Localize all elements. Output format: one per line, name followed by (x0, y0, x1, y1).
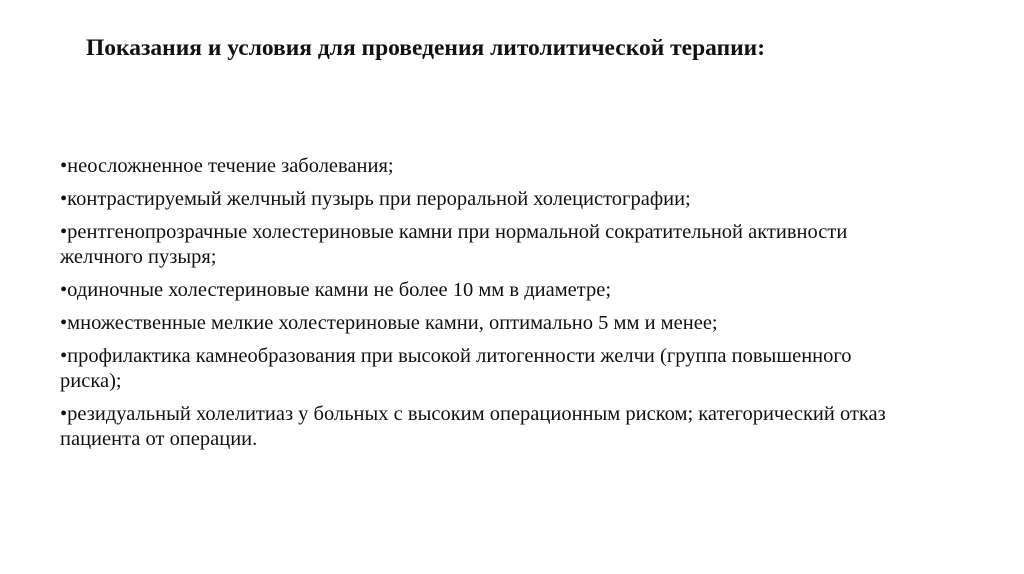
bullet-item: •неосложненное течение заболевания; (60, 155, 394, 177)
bullet-item: •профилактика камнеобразования при высокой литогенности желчи (группа повышенного риска); (60, 345, 852, 392)
bullet-item: •резидуальный холелитиаз у больных с высоким операционным риском; категорический отказ пациента от операции. (60, 403, 886, 450)
bullet-item: •одиночные холестериновые камни не более 10 мм в диаметре; (60, 279, 612, 301)
bullet-item: •контрастируемый желчный пузырь при пероральной холецистографии; (60, 188, 691, 210)
bullet-item: •рентгенопрозрачные холестериновые камни при нормальной сократительной активности желчного пузыря; (60, 221, 848, 268)
bullet-item: •множественные мелкие холестериновые камни, оптимально 5 мм и менее; (60, 312, 718, 334)
bullet-list (60, 154, 890, 460)
slide-title: Показания и условия для проведения литолитической терапии: (86, 35, 766, 61)
